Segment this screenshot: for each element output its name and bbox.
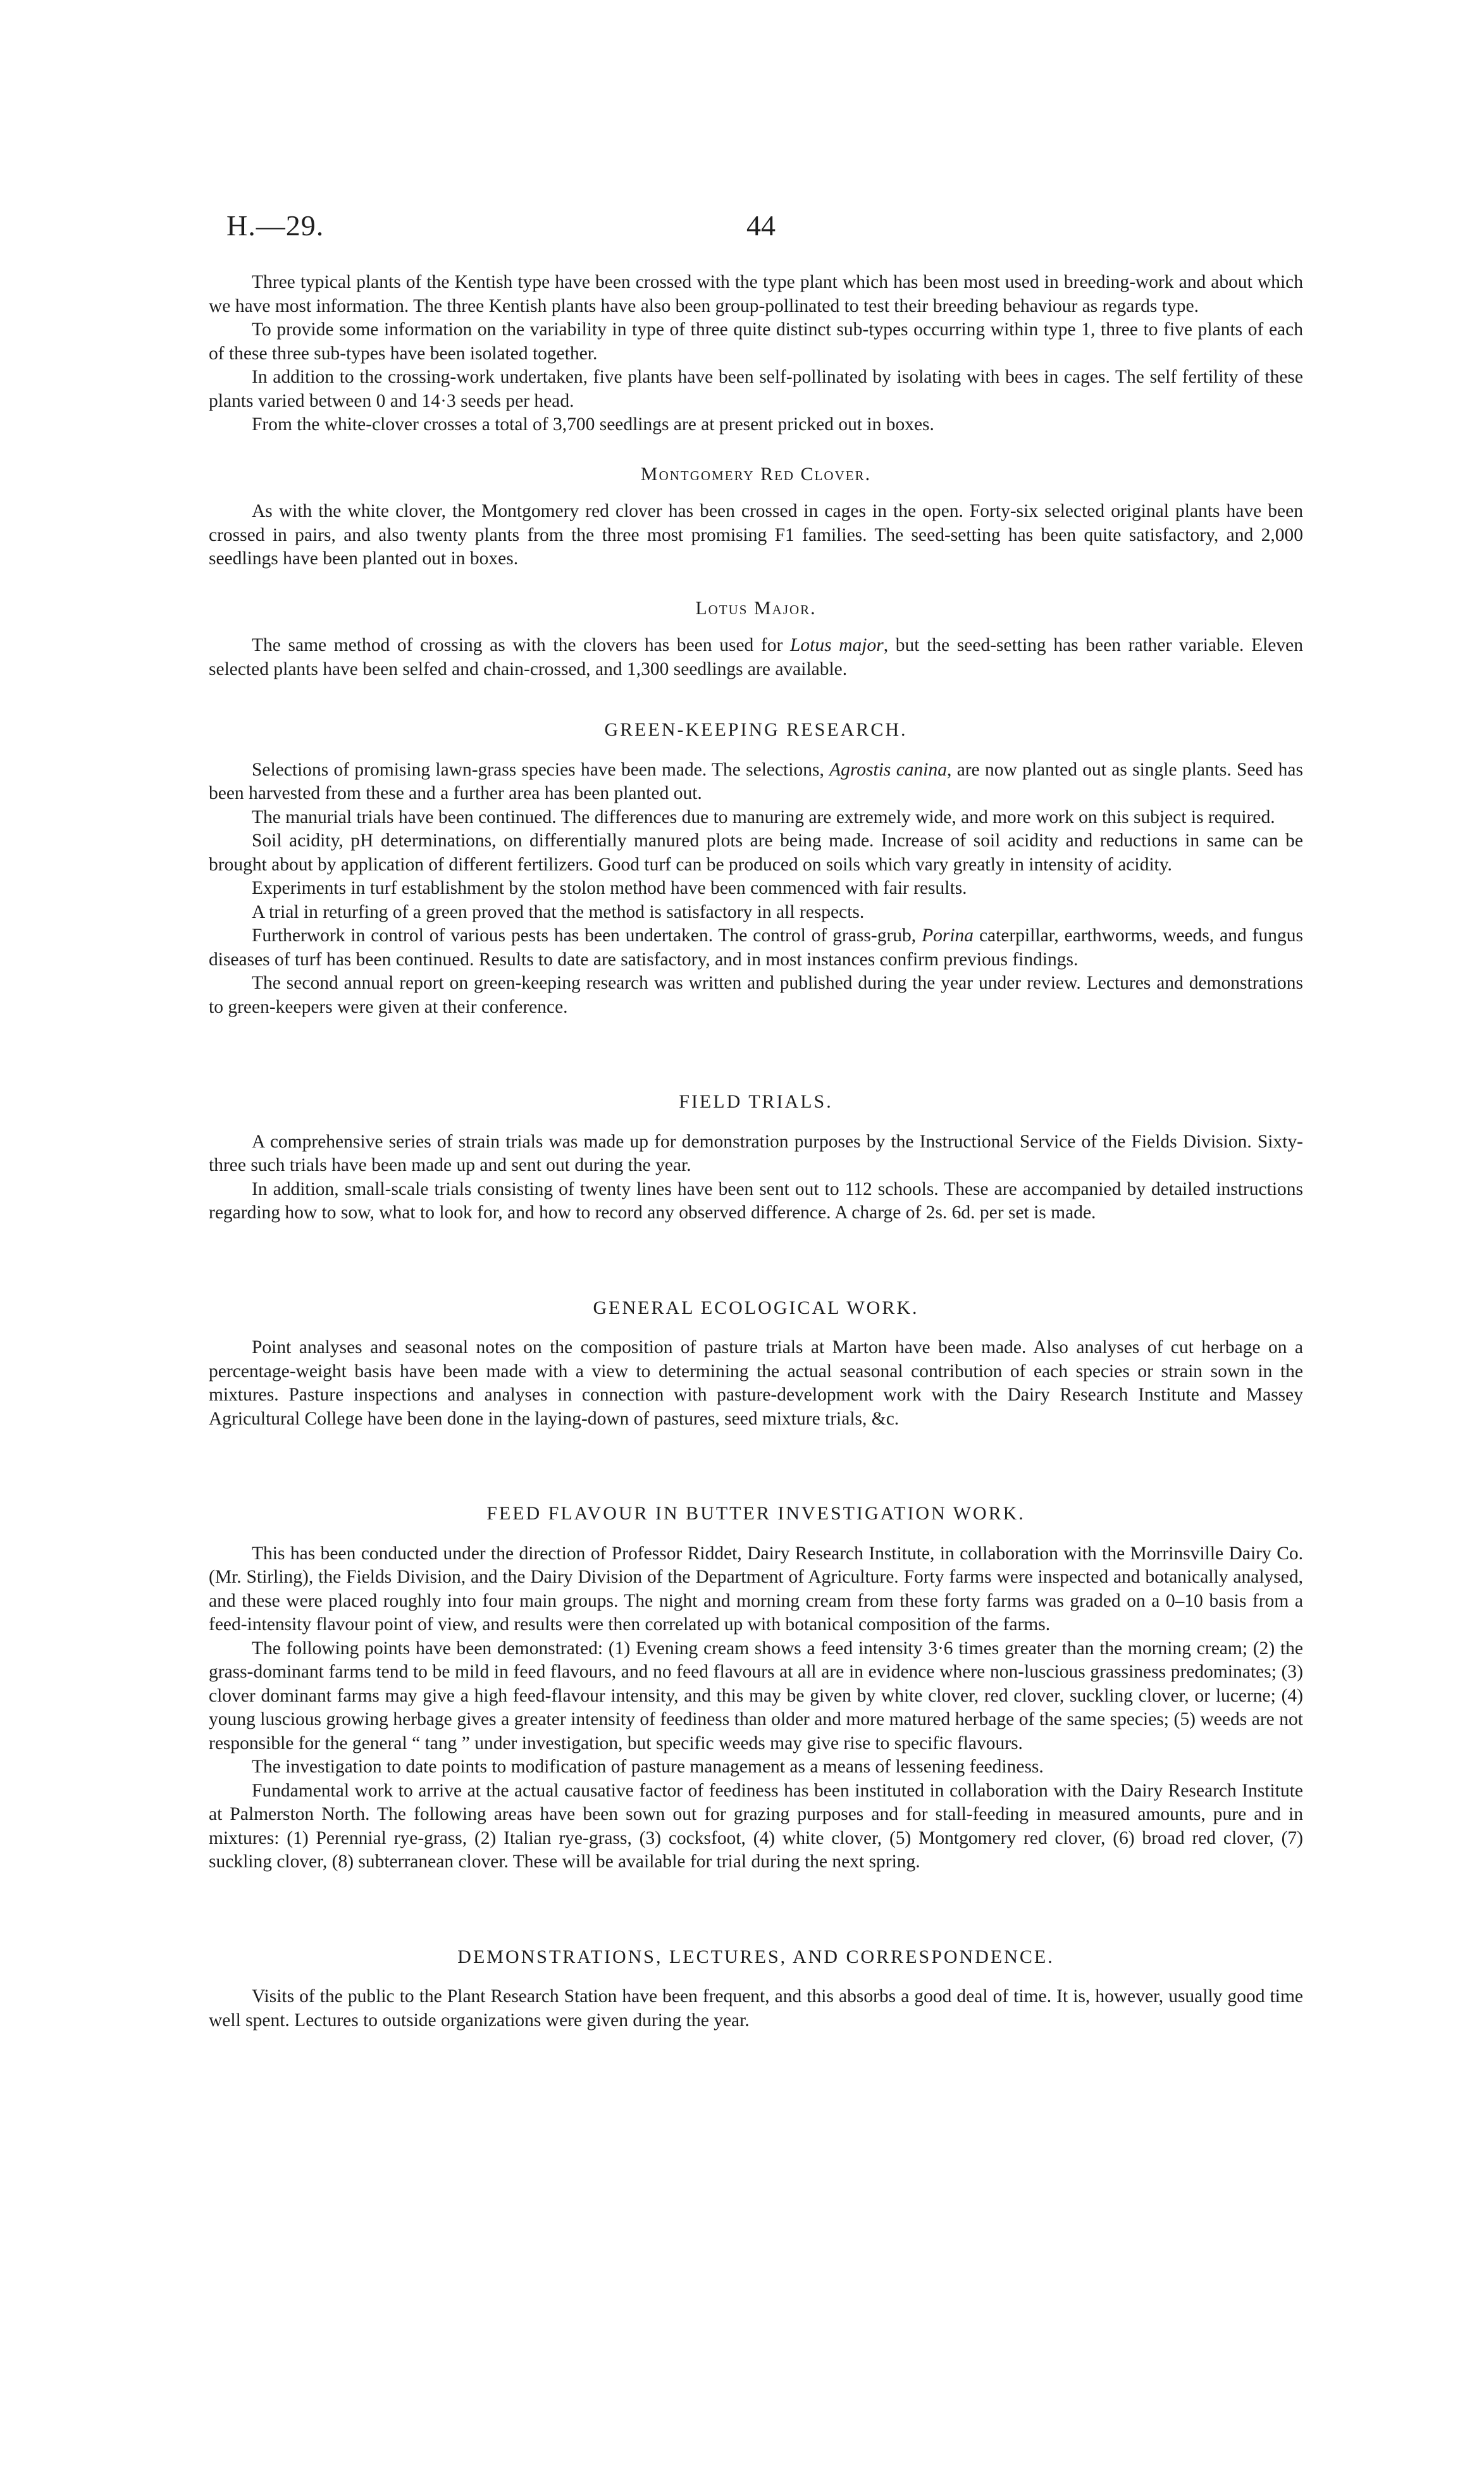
species-name: Porina: [922, 925, 974, 946]
paragraph: To provide some information on the variability in type of three quite distinct sub-types occurring within type 1, three to five plants of each of these three sub-types have been isolated together.: [209, 319, 1303, 364]
text-run: , but the seed-setting has been rather variable. Eleven selected plants have been selfed and chain-crossed, and 1,300 seedlings are available.: [209, 635, 1303, 679]
page-body: [209, 271, 1303, 2032]
paragraph: The second annual report on green-keeping research was written and published during the year under review. Lectures and demonstrations to green-keepers were given at their conference.: [209, 973, 1303, 1017]
text-run: Selections of promising lawn-grass species have been made. The selections,: [252, 759, 830, 780]
text-run: The same method of crossing as with the clovers has been used for: [252, 635, 790, 655]
ecological-section: [209, 1296, 1303, 1431]
text-run: caterpillar, earthworms, weeds, and fungus diseases of turf has been continued. Results to date are satisfactory, and in most instances confirm previous findings.: [209, 925, 1303, 970]
text-run: , are now planted out as single plants. Seed has been harvested from these and a further area has been planted out.: [209, 759, 1303, 803]
paragraph: Three typical plants of the Kentish type have been crossed with the type plant which has been most used in breeding-work and about which we have most information. The three Kentish plants have also been group-pollinated to test their breeding behaviour as regards type.: [209, 272, 1303, 316]
paragraph: This has been conducted under the direction of Professor Riddet, Dairy Research Institute, in collaboration with the Morrinsville Dairy Co. (Mr. Stirling), the Fields Division, and the Dairy Division of the Department of Agriculture. Forty farms were inspected and botanically analysed, and these were placed roughly into four main groups. The night and morning cream from these forty farms was graded on a 0–10 basis from a feed-intensity flavour point of view, and results were then correlated up with botanical composition of the farms.: [209, 1543, 1303, 1635]
lotus-section: [209, 597, 1303, 682]
paragraph: [209, 758, 1303, 806]
text-run: Furtherwork in control of various pests has been undertaken. The control of grass-grub,: [252, 925, 922, 946]
section-heading: Lotus Major.: [695, 597, 817, 619]
document-reference: H.—29.: [226, 209, 325, 242]
paragraph: A trial in returfing of a green proved that the method is satisfactory in all respects.: [252, 901, 865, 922]
species-name: Lotus major: [790, 635, 884, 655]
feed-flavour-section: [209, 1502, 1303, 1874]
paragraph: Fundamental work to arrive at the actual causative factor of feediness has been instituted in collaboration with the Dairy Research Institute at Palmerston North. The following areas have been sown out for grazing purposes and for stall-feeding in measured amounts, pure and in mixtures: (1) Perennial rye-grass, (2) Italian rye-grass, (3) cocksfoot, (4) white clover, (5) Montgomery red clover, (6) broad red clover, (7) suckling clover, (8) subterranean clover. These will be available for trial during the next spring.: [209, 1780, 1303, 1872]
paragraph: [209, 924, 1303, 972]
page-number: 44: [746, 209, 776, 242]
section-heading: DEMONSTRATIONS, LECTURES, AND CORRESPONDENCE.: [457, 1946, 1054, 1967]
paragraph: As with the white clover, the Montgomery red clover has been crossed in cages in the open. Forty-six selected original plants have been crossed in pairs, and also twenty plants from the three most promising F1 families. The seed-setting has been quite satisfactory, and 2,000 seedlings have been planted out in boxes.: [209, 501, 1303, 569]
paragraph: The following points have been demonstrated: (1) Evening cream shows a feed intensity 3·6 times greater than the morning cream; (2) the grass-dominant farms tend to be mild in feed flavours, and no feed flavours at all are in evidence where non-luscious grassiness predominates; (3) clover dominant farms may give a high feed-flavour intensity, and this may be given by white clover, red clover, suckling clover, or lucerne; (4) young luscious growing herbage gives a greater intensity of feediness than older and more matured herbage of the same species; (5) weeds are not responsible for the general “ tang ” under investigation, but specific weeds may give rise to specific flavours.: [209, 1638, 1303, 1753]
paragraph: The investigation to date points to modification of pasture management as a means of lessening feediness.: [252, 1757, 1044, 1777]
paragraph: Experiments in turf establishment by the stolon method have been commenced with fair results.: [252, 878, 967, 898]
section-heading: GREEN-KEEPING RESEARCH.: [604, 719, 908, 740]
white-clover-section: [209, 271, 1303, 437]
green-keeping-section: [209, 718, 1303, 1019]
paragraph: From the white-clover crosses a total of 3,700 seedlings are at present pricked out in boxes.: [252, 414, 934, 435]
section-heading: FEED FLAVOUR IN BUTTER INVESTIGATION WORK.: [486, 1503, 1025, 1524]
paragraph: Visits of the public to the Plant Research Station have been frequent, and this absorbs a good deal of time. It is, however, usually good time well spent. Lectures to outside organizations were given during the year.: [209, 1986, 1303, 2031]
paragraph: Soil acidity, pH determinations, on differentially manured plots are being made. Increase of soil acidity and reductions in same can be brought about by application of different fertilizers. Good turf can be produced on soils which vary greatly in intensity of acidity.: [209, 831, 1303, 875]
paragraph: Point analyses and seasonal notes on the composition of pasture trials at Marton have been made. Also analyses of cut herbage on a percentage-weight basis have been made with a view to determining the actual seasonal contribution of each species or strain sown in the mixtures. Pasture inspections and analyses in connection with pasture-development work with the Dairy Research Institute and Massey Agricultural College have been done in the laying-down of pastures, seed mixture trials, &c.: [209, 1337, 1303, 1429]
paragraph: [209, 634, 1303, 681]
section-heading: FIELD TRIALS.: [679, 1091, 833, 1112]
paragraph: The manurial trials have been continued. The differences due to manuring are extremely wide, and more work on this subject is required.: [252, 807, 1275, 827]
red-clover-section: [209, 462, 1303, 571]
paragraph: A comprehensive series of strain trials was made up for demonstration purposes by the Instructional Service of the Fields Division. Sixty-three such trials have been made up and sent out during the year.: [209, 1131, 1303, 1175]
species-name: Agrostis canina: [829, 759, 948, 780]
section-heading: Montgomery Red Clover.: [640, 463, 872, 485]
demonstrations-section: [209, 1945, 1303, 2033]
section-heading: GENERAL ECOLOGICAL WORK.: [593, 1297, 919, 1318]
paragraph: In addition, small-scale trials consisting of twenty lines have been sent out to 112 schools. These are accompanied by detailed instructions regarding how to sow, what to look for, and how to record any observed difference. A charge of 2s. 6d. per set is made.: [209, 1178, 1303, 1223]
paragraph: In addition to the crossing-work undertaken, five plants have been self-pollinated by isolating with bees in cages. The self fertility of these plants varied between 0 and 14·3 seeds per head.: [209, 367, 1303, 411]
field-trials-section: [209, 1090, 1303, 1225]
